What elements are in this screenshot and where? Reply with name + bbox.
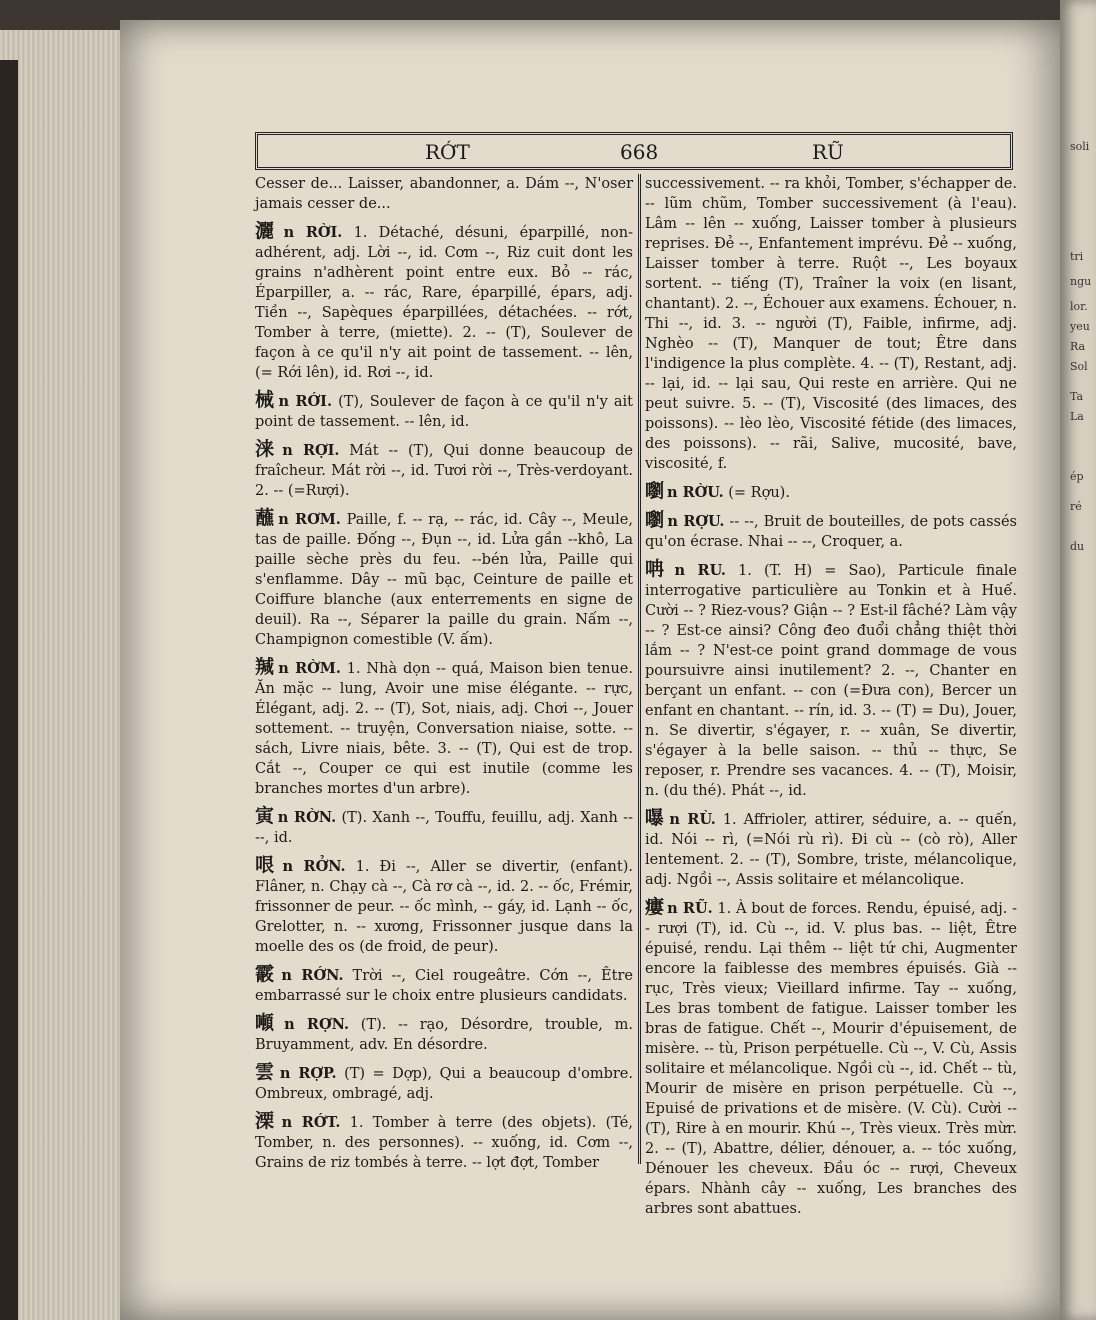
column-divider (638, 174, 641, 1164)
entry-text: (T), Soulever de façon à ce qu'il n'y ait point de tassement. -- lên, id. (255, 394, 633, 430)
book-page-edges (0, 30, 130, 1320)
next-page-fragment: du (1070, 540, 1085, 553)
dictionary-entry (255, 439, 633, 501)
next-page-edge (1060, 0, 1096, 1320)
chinese-character: 霰 (255, 963, 279, 985)
entry-text: (T) = Dợp), Qui a beaucoup d'ombre. Ombreux, ombragé, adj. (255, 1066, 633, 1102)
headword: n RỜI. (283, 224, 343, 241)
entry-text: (T). Xanh --, Touffu, feuillu, adj. Xanh -- --, id. (255, 810, 633, 846)
chinese-character: 溧 (255, 1110, 279, 1132)
chinese-character: 灑 (255, 220, 281, 242)
dictionary-entry (645, 897, 1017, 1219)
entry-text: Paille, f. -- rạ, -- rác, id. Cây --, Meule, tas de paille. Đống --, Đụn --, id. Lửa gần --khô, La paille sèche près du feu. --bén lửa, Paille qui s'enflamme. Dây -- mũ bạc, Ceinture de paille et Coiffure blanche (aux enterrements en signe de deuil). Ra --, Séparer la paille du grain. Nấm --, Champignon comestible (V. ấm). (255, 512, 633, 648)
entry-text: 1. Nhà dọn -- quá, Maison bien tenue. Ăn mặc -- lung, Avoir une mise élégante. -- rực, Élégant, adj. 2. -- (T), Sot, niais, adj. Chơi --, Jouer sottement. -- truyện, Conversation niaise, sotte. -- sách, Livre niais, bête. 3. -- (T), Qui est de trop. Cắt --, Couper ce qui est inutile (comme les branches mortes d'un arbre). (255, 661, 633, 797)
dictionary-entry (255, 1111, 633, 1173)
headword: n RỢP. (279, 1065, 337, 1082)
entry-text: 1. Détaché, désuni, éparpillé, non-adhérent, adj. Lời --, id. Cơm --, Riz cuit dont les grains n'adhèrent point entre eux. Bỏ -- rác, Éparpiller, a. -- rác, Rare, éparpillé, épars, adj. Tiền --, Sapèques éparpillées, détachées. -- rớt, Tomber à terre, (miette). 2. -- (T), Soulever de façon à ce qu'il n'y ait point de tassement. -- lên, (= Rới lên), id. Rơi --, id. (255, 225, 633, 381)
dictionary-entry (645, 510, 1017, 552)
entry-text: (T). -- rạo, Désordre, trouble, m. Bruyamment, adv. En désordre. (255, 1017, 633, 1053)
chinese-character: 噸 (255, 1012, 282, 1034)
headword: n RŨ. (667, 900, 713, 917)
chinese-character: 羬 (255, 656, 276, 678)
next-page-fragment: yeu (1070, 320, 1090, 333)
dictionary-entry (255, 657, 633, 799)
header-left-word: RỚT (425, 140, 470, 164)
next-page-fragment: ré (1070, 500, 1082, 513)
dictionary-entry (645, 481, 1017, 503)
dictionary-entry (645, 808, 1017, 890)
entry-text: 1. Đi --, Aller se divertir, (enfant). Flâner, n. Chạy cà --, Cà rơ cà --, id. 2. -- ốc, Frémir, frissonner de peur. -- ốc mình, -- gáy, id. Lạnh -- ốc, Grelotter, n. -- xương, Frissonner jusque dans la moelle des os (de froid, de peur). (255, 859, 633, 955)
page-number: 668 (620, 140, 659, 164)
headword: n RỢU. (667, 513, 725, 530)
next-page-fragment: Ta (1070, 390, 1084, 403)
headword: n RỚI. (278, 393, 333, 410)
dictionary-entry (255, 855, 633, 957)
headword: n RỞN. (282, 858, 346, 875)
chinese-character: 嚗 (645, 807, 667, 829)
next-page-fragment: ép (1070, 470, 1084, 483)
headword: n RỜU. (667, 484, 724, 501)
headword: n RƠM. (278, 511, 341, 528)
entry-text: Cesser de... Laisser, abandonner, a. Dám --, N'oser jamais cesser de... (255, 176, 633, 212)
chinese-character: 瘻 (645, 896, 665, 918)
entry-text: successivement. -- ra khỏi, Tomber, s'échapper de. -- lũm chũm, Tomber successivement (à l'eau). Lâm -- lên -- xuống, Laisser tomber à plusieurs reprises. Đẻ --, Enfantement imprévu. Đẻ -- xuống, Laisser tomber à terre. Ruột --, Les boyaux sortent. -- tiếng (T), Traîner la voix (en lisant, chantant). 2. --, Échouer aux examens. Échouer, n. Thi --, id. 3. -- người (T), Faible, infirme, adj. Nghèo -- (T), Manquer de tout; Être dans l'indigence la plus complète. 4. -- (T), Restant, adj. -- lại, id. -- lại sau, Qui reste en arrière. Qui ne peut suivre. 5. -- (T), Viscosité (des limaces, des poissons). -- lèo lèo, Viscosité fétide (des limaces, des poissons). -- rãi, Salive, mucosité, bave, viscosité, f. (645, 176, 1017, 472)
headword: n RỚN. (281, 967, 344, 984)
entry-text: 1. À bout de forces. Rendu, épuisé, adj. -- rượi (T), id. Cù --, id. V. plus bas. -- liệt, Être épuisé, rendu. Lại thêm -- liệt tứ chi, Augmenter encore la faiblesse des membres épuisés. Già -- rục, Très vieux; Vieillard infirme. Tay -- xuống, Les bras tombent de fatigue. Laisser tomber les bras de fatigue. Chết --, Mourir d'épuisement, de misère. -- tù, Prison perpétuelle. Cù --, V. Cù, Assis solitaire et mélancolique. Ngồi cù --, id. Chết -- tù, Mourir de misère en prison perpétuelle. Cù --, Epuisé de privations et de misère. (V. Cù). Cười -- (T), Rire à en mourir. Khú --, Très vieux. Très mừr. 2. -- (T), Abattre, délier, dénouer, a. -- tóc xuống, Dénouer les cheveux. Đầu óc -- rượi, Cheveux épars. Nhành cây -- xuống, Les branches des arbres sont abattues. (645, 901, 1018, 1217)
next-page-fragment: Sol (1070, 360, 1088, 373)
dictionary-entry (255, 1062, 633, 1104)
dictionary-entry (645, 559, 1017, 801)
dictionary-entry (255, 508, 633, 650)
dictionary-entry (255, 1013, 633, 1055)
dictionary-entry (255, 964, 633, 1006)
next-page-fragment: ngu (1070, 275, 1092, 288)
entry-text: Mát -- (T), Qui donne beaucoup de fraîcheur. Mát rời --, id. Tươi rời --, Très-verdoyant. 2. -- (=Rượi). (255, 443, 633, 499)
book-cover-edge (0, 60, 18, 1320)
headword: n RỢI. (282, 442, 340, 459)
entry-text: Trời --, Ciel rougeâtre. Cớn --, Être embarrassé sur le choix entre plusieurs candidats. (255, 968, 633, 1004)
headword: n RÙ. (669, 811, 716, 828)
dictionary-entry (255, 221, 633, 383)
dictionary-entry (255, 174, 633, 214)
entry-text: (= Rợu). (728, 485, 790, 501)
chinese-character: 涞 (255, 438, 280, 460)
dictionary-entry (255, 806, 633, 848)
dictionary-entry (255, 390, 633, 432)
chinese-character: 寅 (255, 805, 275, 827)
next-page-fragment: La (1070, 410, 1084, 423)
entry-text: 1. Tomber à terre (des objets). (Té, Tomber, n. des personnes). -- xuống, id. Cơm --, Grains de riz tombés à terre. -- lợt đợt, Tomber (255, 1115, 633, 1171)
next-page-fragment: soli (1070, 140, 1090, 153)
header-right-word: RŨ (812, 140, 844, 164)
dictionary-entry (645, 174, 1017, 474)
chinese-character: 蘸 (255, 507, 276, 529)
headword: n RỢN. (284, 1016, 349, 1033)
left-column (255, 174, 633, 1180)
chinese-character: 嚠 (645, 509, 665, 531)
next-page-fragment: tri (1070, 250, 1084, 263)
entry-text: 1. Affrioler, attirer, séduire, a. -- quến, id. Nói -- rì, (=Nói rù rì). Đi cù -- (cò rò), Aller lentement. 2. -- (T), Sombre, triste, mélancolique, adj. Ngồi --, Assis solitaire et mélancolique. (645, 812, 1018, 888)
headword: n RU. (674, 562, 726, 579)
chinese-character: 哏 (255, 854, 280, 876)
headword: n RỜM. (278, 660, 341, 677)
chinese-character: 械 (255, 389, 276, 411)
next-page-fragment: Ra (1070, 340, 1086, 353)
entry-text: 1. (T. H) = Sao), Particule finale interrogative particulière au Tonkin et à Huế. Cười -- ? Riez-vous? Giận -- ? Est-il fâché? Làm vậy -- ? Est-ce ainsi? Công đeo đuổi chẳng thiệt thời lắm -- ? N'est-ce point grand dommage de vous poursuivre ainsi inutilement? 2. --, Chanter en berçant un enfant. -- con (=Đưa con), Bercer un enfant en chantant. -- rín, id. 3. -- (T) = Du), Jouer, n. Se divertir, s'égayer, r. -- xuân, Se divertir, s'égayer à la belle saison. -- thủ -- thực, Se reposer, r. Prendre ses vacances. 4. -- (T), Moisir, n. (du thé). Phát --, id. (645, 563, 1017, 799)
chinese-character: 雲 (255, 1061, 277, 1083)
chinese-character: 呥 (645, 558, 672, 580)
headword: n RỚT. (281, 1114, 341, 1131)
headword: n RỜN. (277, 809, 337, 826)
entry-text: -- --, Bruit de bouteilles, de pots cassés qu'on écrase. Nhai -- --, Croquer, a. (645, 514, 1017, 550)
right-column (645, 174, 1017, 1226)
chinese-character: 嚠 (645, 480, 665, 502)
next-page-fragment: lor. (1070, 300, 1088, 313)
